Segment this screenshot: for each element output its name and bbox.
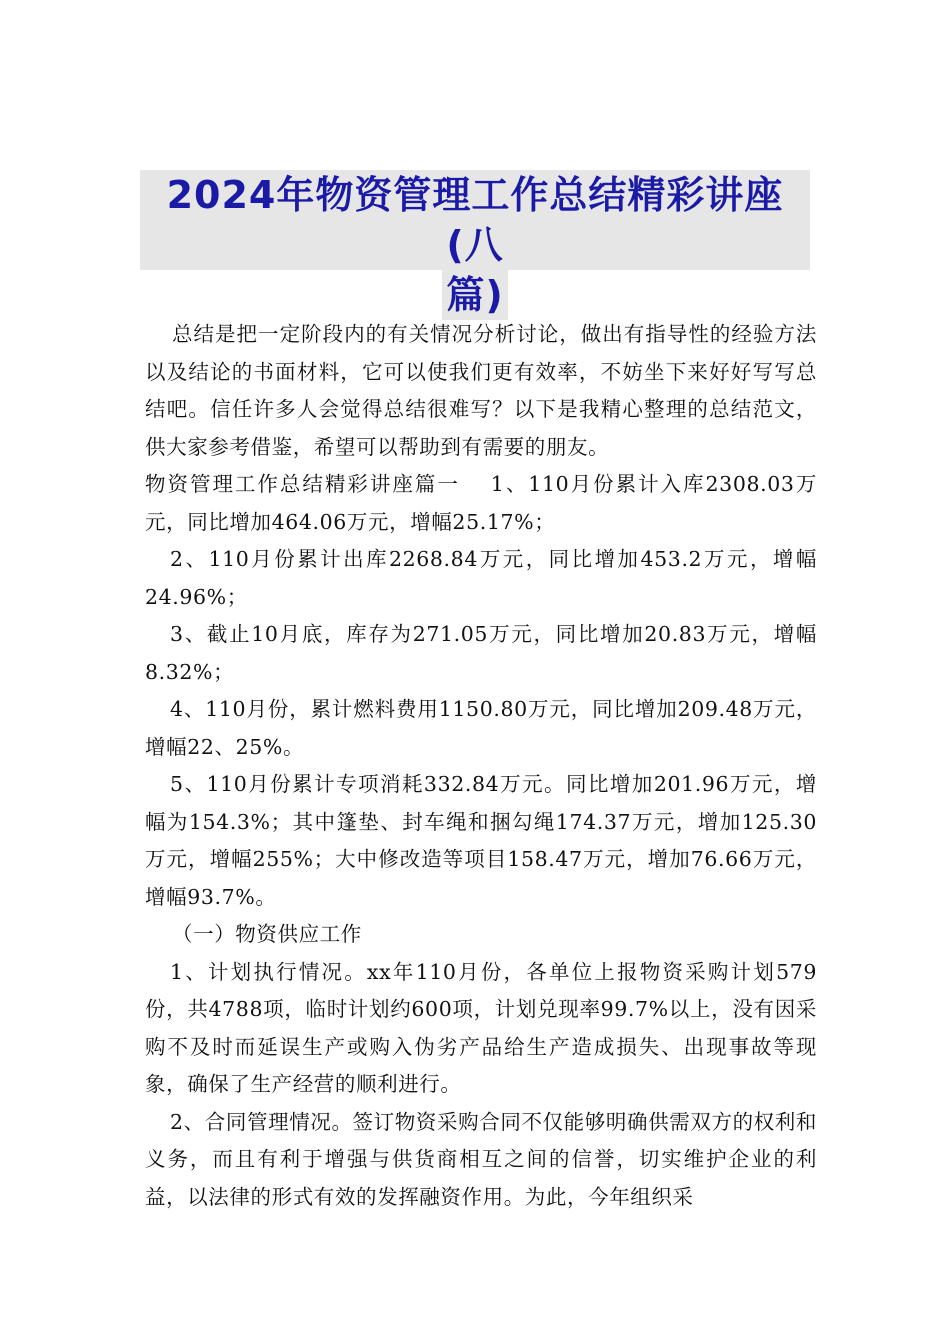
list-item-4: 4、110月份，累计燃料费用1150.80万元，同比增加209.48万元，增幅22、25%。 — [145, 697, 817, 759]
plan-execution-paragraph: 1、计划执行情况。xx年110月份，各单位上报物资采购计划579份，共4788项，临时计划约600项，计划兑现率99.7%以上，没有因采购不及时而延误生产或购入伪劣产品给生产造成损失、出现事故等现象，确保了生产经营的顺利进行。 — [145, 959, 817, 1096]
section-heading-paragraph: 物资管理工作总结精彩讲座篇一 1、110月份累计入库2308.03万元，同比增加464.06万元，增幅25.17%； — [145, 472, 817, 534]
intro-paragraph: 总结是把一定阶段内的有关情况分析讨论，做出有指导性的经验方法以及结论的书面材料，它可以使我们更有效率，不妨坐下来好好写写总结吧。信任许多人会觉得总结很难写？以下是我精心整理的总结范文，供大家参考借鉴，希望可以帮助到有需要的朋友。 — [145, 322, 817, 459]
document-body — [145, 316, 817, 1216]
subsection-heading: （一）物资供应工作 — [172, 922, 362, 946]
title-line-1: 2024年物资管理工作总结精彩讲座(八 — [140, 170, 810, 270]
list-item-3: 3、截止10月底，库存为271.05万元，同比增加20.83万元，增幅8.32%； — [145, 622, 817, 684]
contract-management-paragraph: 2、合同管理情况。签订物资采购合同不仅能够明确供需双方的权利和义务，而且有利于增强与供货商相互之间的信誉，切实维护企业的利益，以法律的形式有效的发挥融资作用。为此，今年组织采 — [145, 1109, 817, 1209]
list-item-5: 5、110月份累计专项消耗332.84万元。同比增加201.96万元，增幅为154.3%；其中篷垫、封车绳和捆勾绳174.37万元，增加125.30万元，增幅255%；大中修改造等项目158.47万元，增加76.66万元，增幅93.7%。 — [145, 772, 817, 909]
list-item-2: 2、110月份累计出库2268.84万元，同比增加453.2万元，增幅24.96%； — [145, 547, 817, 609]
document-title — [140, 170, 810, 320]
title-line-2: 篇) — [442, 270, 507, 320]
